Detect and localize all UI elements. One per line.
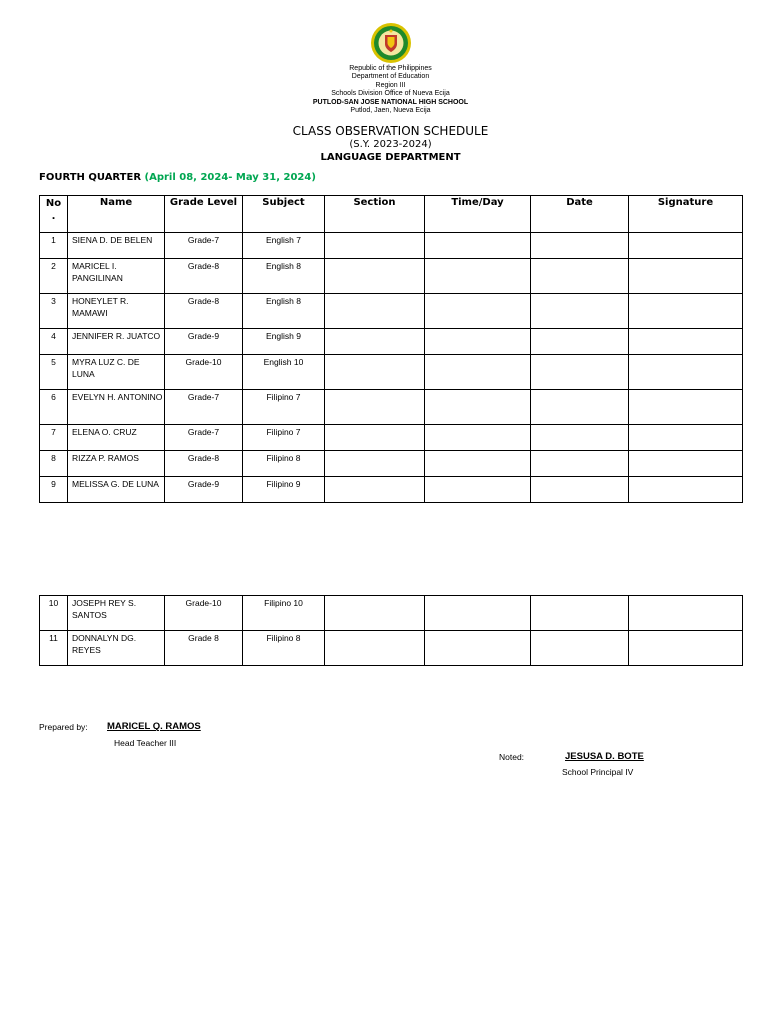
row-time-day-cell[interactable] [425, 294, 531, 329]
row-grade: Grade-8 [165, 259, 243, 294]
row-signature-cell[interactable] [629, 477, 743, 503]
row-no: 5 [40, 355, 68, 390]
row-signature-cell[interactable] [629, 390, 743, 425]
row-section-cell[interactable] [325, 451, 425, 477]
row-grade: Grade-9 [165, 329, 243, 355]
row-time-day-cell[interactable] [425, 355, 531, 390]
row-name: HONEYLET R. MAMAWI [68, 294, 165, 329]
row-no: 4 [40, 329, 68, 355]
row-subject: Filipino 8 [243, 451, 325, 477]
row-time-day-cell[interactable] [425, 329, 531, 355]
row-signature-cell[interactable] [629, 233, 743, 259]
table-row [40, 294, 743, 329]
row-name: SIENA D. DE BELEN [68, 233, 165, 259]
department-name: LANGUAGE DEPARTMENT [320, 152, 461, 163]
row-grade: Grade-10 [165, 596, 243, 631]
row-date-cell[interactable] [531, 329, 629, 355]
row-date-cell[interactable] [531, 451, 629, 477]
header-line-deped: Department of Education [351, 73, 430, 81]
row-name: MARICEL I. PANGILINAN [68, 259, 165, 294]
school-year: (S.Y. 2023-2024) [349, 139, 432, 150]
prepared-by-label: Prepared by: [39, 722, 88, 732]
table-row [40, 355, 743, 390]
row-time-day-cell[interactable] [425, 233, 531, 259]
col-header-time-day: Time/Day [425, 196, 531, 233]
document-titles [0, 124, 768, 164]
row-name: ELENA O. CRUZ [68, 425, 165, 451]
col-header-subject: Subject [243, 196, 325, 233]
table-row [40, 233, 743, 259]
prepared-by-name: MARICEL Q. RAMOS [107, 721, 201, 732]
header-line-region: Region III [375, 81, 406, 89]
quarter-label: FOURTH QUARTER [39, 172, 142, 183]
row-no: 3 [40, 294, 68, 329]
table-row [40, 329, 743, 355]
row-name: RIZZA P. RAMOS [68, 451, 165, 477]
row-date-cell[interactable] [531, 355, 629, 390]
row-time-day-cell[interactable] [425, 477, 531, 503]
row-date-cell[interactable] [531, 596, 629, 631]
row-time-day-cell[interactable] [425, 631, 531, 666]
prepared-by-title: Head Teacher III [114, 738, 177, 748]
row-section-cell[interactable] [325, 477, 425, 503]
header-line-address: Putlod, Jaen, Nueva Ecija [350, 107, 431, 115]
schedule-table-part2 [39, 595, 743, 666]
row-no: 10 [40, 596, 68, 631]
row-subject: English 9 [243, 329, 325, 355]
col-header-signature: Signature [629, 196, 743, 233]
row-signature-cell[interactable] [629, 259, 743, 294]
header-line-republic: Republic of the Philippines [349, 65, 432, 72]
row-no: 2 [40, 259, 68, 294]
col-header-section: Section [325, 196, 425, 233]
row-signature-cell[interactable] [629, 329, 743, 355]
row-name: MELISSA G. DE LUNA [68, 477, 165, 503]
table-row [40, 425, 743, 451]
row-date-cell[interactable] [531, 390, 629, 425]
row-signature-cell[interactable] [629, 294, 743, 329]
row-section-cell[interactable] [325, 294, 425, 329]
col-header-name: Name [68, 196, 165, 233]
table-header-row [40, 196, 743, 233]
row-subject: Filipino 7 [243, 390, 325, 425]
row-time-day-cell[interactable] [425, 390, 531, 425]
row-subject: Filipino 8 [243, 631, 325, 666]
row-grade: Grade-7 [165, 390, 243, 425]
noted-label: Noted: [499, 752, 525, 762]
row-date-cell[interactable] [531, 233, 629, 259]
header-line-school: PUTLOD-SAN JOSE NATIONAL HIGH SCHOOL [312, 98, 469, 106]
row-no: 8 [40, 451, 68, 477]
schedule-table-part1 [39, 195, 743, 503]
row-date-cell[interactable] [531, 425, 629, 451]
table-row [40, 631, 743, 666]
table-row [40, 390, 743, 425]
row-date-cell[interactable] [531, 259, 629, 294]
row-subject: Filipino 10 [243, 596, 325, 631]
row-no: 6 [40, 390, 68, 425]
row-signature-cell[interactable] [629, 631, 743, 666]
noted-by-title: School Principal IV [562, 767, 634, 777]
row-signature-cell[interactable] [629, 596, 743, 631]
row-grade: Grade-7 [165, 233, 243, 259]
school-seal-logo [370, 22, 412, 64]
row-grade: Grade-10 [165, 355, 243, 390]
row-subject: English 10 [243, 355, 325, 390]
noted-by-name: JESUSA D. BOTE [565, 751, 644, 762]
table-row [40, 451, 743, 477]
row-section-cell[interactable] [325, 355, 425, 390]
header-line-division: Schools Division Office of Nueva Ecija [331, 90, 450, 98]
row-name: JENNIFER R. JUATCO [68, 329, 165, 355]
row-signature-cell[interactable] [629, 425, 743, 451]
row-grade: Grade 8 [165, 631, 243, 666]
row-date-cell[interactable] [531, 631, 629, 666]
col-header-grade-level: Grade Level [165, 196, 243, 233]
row-no: 7 [40, 425, 68, 451]
school-header [0, 65, 768, 115]
row-name: MYRA LUZ C. DE LUNA [68, 355, 165, 390]
col-header-date: Date [531, 196, 629, 233]
table-row [40, 259, 743, 294]
row-grade: Grade-8 [165, 294, 243, 329]
row-subject: English 8 [243, 294, 325, 329]
row-grade: Grade-7 [165, 425, 243, 451]
row-name: DONNALYN DG. REYES [68, 631, 165, 666]
quarter-heading [39, 172, 316, 183]
row-no: 1 [40, 233, 68, 259]
row-grade: Grade-8 [165, 451, 243, 477]
row-section-cell[interactable] [325, 631, 425, 666]
row-signature-cell[interactable] [629, 355, 743, 390]
table-row [40, 477, 743, 503]
row-date-cell[interactable] [531, 477, 629, 503]
row-date-cell[interactable] [531, 294, 629, 329]
row-grade: Grade-9 [165, 477, 243, 503]
row-name: EVELYN H. ANTONINO [68, 390, 165, 425]
row-section-cell[interactable] [325, 259, 425, 294]
row-time-day-cell[interactable] [425, 259, 531, 294]
document-title: CLASS OBSERVATION SCHEDULE [292, 124, 489, 138]
col-header-no: No . [40, 196, 68, 233]
row-time-day-cell[interactable] [425, 596, 531, 631]
quarter-dates: (April 08, 2024- May 31, 2024) [144, 172, 316, 183]
row-time-day-cell[interactable] [425, 451, 531, 477]
row-subject: English 8 [243, 259, 325, 294]
table-row [40, 596, 743, 631]
row-subject: Filipino 7 [243, 425, 325, 451]
row-no: 9 [40, 477, 68, 503]
row-time-day-cell[interactable] [425, 425, 531, 451]
row-name: JOSEPH REY S. SANTOS [68, 596, 165, 631]
row-subject: Filipino 9 [243, 477, 325, 503]
row-section-cell[interactable] [325, 233, 425, 259]
row-subject: English 7 [243, 233, 325, 259]
row-section-cell[interactable] [325, 329, 425, 355]
row-signature-cell[interactable] [629, 451, 743, 477]
row-section-cell[interactable] [325, 390, 425, 425]
row-no: 11 [40, 631, 68, 666]
row-section-cell[interactable] [325, 425, 425, 451]
row-section-cell[interactable] [325, 596, 425, 631]
